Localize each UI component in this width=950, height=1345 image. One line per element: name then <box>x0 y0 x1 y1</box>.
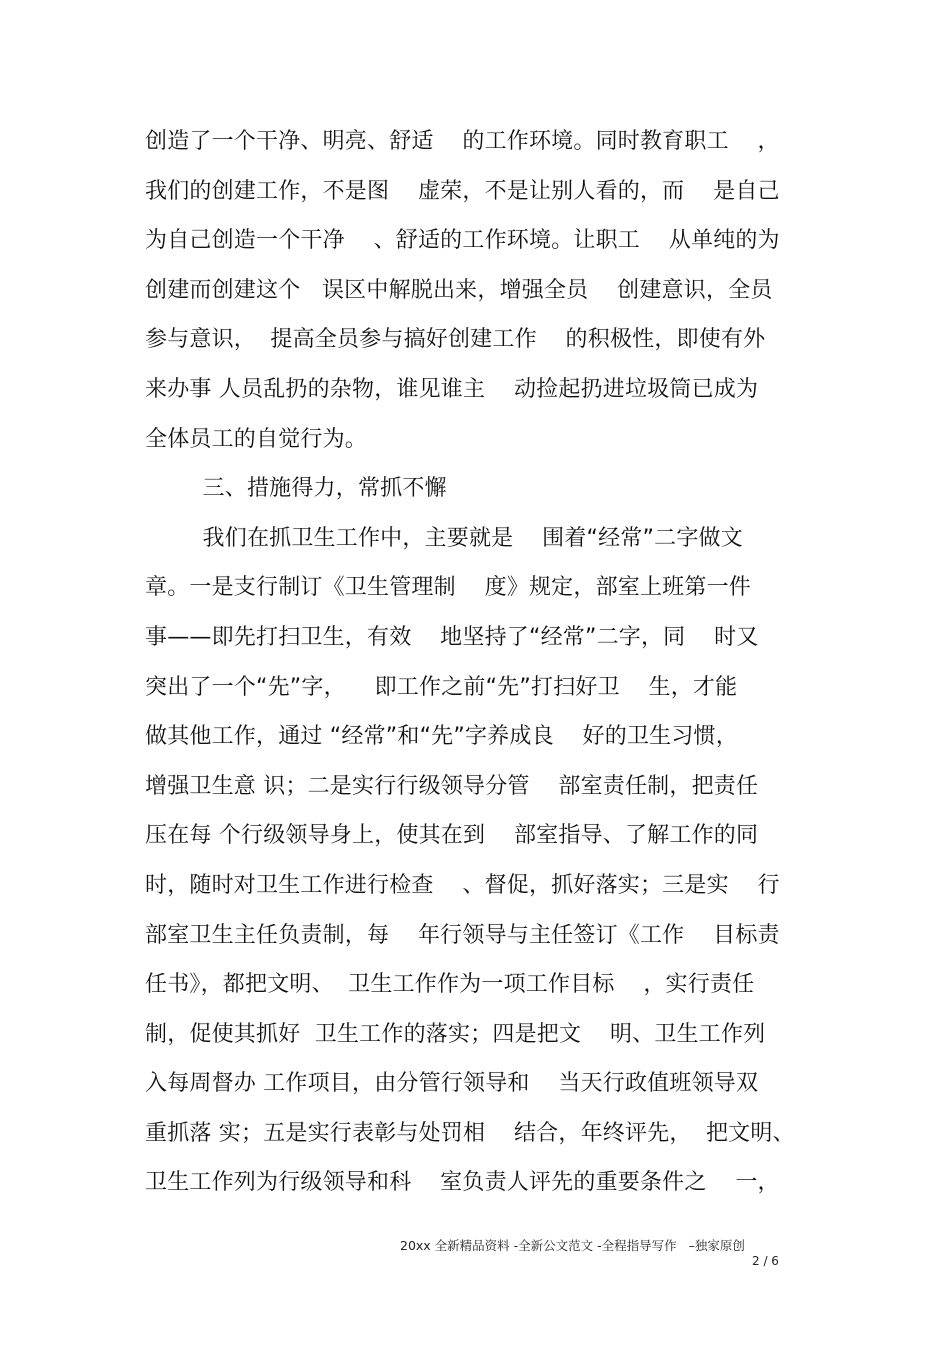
page-number: 2 / 6 <box>752 1254 779 1268</box>
text-line: 来办事 人员乱扔的杂物，谁见谁主 动捡起扔进垃圾筒已成为 <box>145 376 759 402</box>
text-line: 制，促使其抓好 卫生工作的落实；四是把文 明、卫生工作列 <box>145 1021 766 1047</box>
text-line: 全体员工的自觉行为。 <box>145 426 368 452</box>
page-footer: 20xx 全新精品资料 -全新公文范文 -全程指导写作 –独家原创 <box>400 1238 745 1253</box>
section-heading: 三、措施得力，常抓不懈 <box>145 476 447 502</box>
text-line: 增强卫生意 识；二是实行行级领导分管 部室责任制，把责任 <box>145 773 759 799</box>
text-line: 创造了一个干净、明亮、舒适 的工作环境。同时教育职工 ， <box>145 129 780 154</box>
text-line: 做其他工作，通过 “经常”和“先”字养成良 好的卫生习惯， <box>145 724 738 750</box>
text-line: 突出了一个“先”字， 即工作之前“先”打扫好卫 生，才能 <box>145 674 738 700</box>
body-text <box>145 117 810 1208</box>
text-line: 我们在抓卫生工作中，主要就是 围着“经常”二字做文 <box>145 525 743 551</box>
text-line: 我们的创建工作，不是图 虚荣，不是让别人看的，而 是自己 <box>145 178 780 204</box>
text-line: 为自己创造一个干净 、舒适的工作环境。让职工 从单纯的为 <box>145 228 780 254</box>
text-line: 部室卫生主任负责制，每 年行领导与主任签订《工作 目标责 <box>145 922 780 948</box>
text-line: 压在每 个行级领导身上，使其在到 部室指导、了解工作的同 <box>145 823 759 849</box>
text-line: 事——即先打扫卫生，有效 地坚持了“经常”二字，同 时又 <box>145 624 759 650</box>
text-line: 参与意识， 提高全员参与搞好创建工作 的积极性，即使有外 <box>145 327 766 353</box>
text-line: 章。一是支行制订《卫生管理制 度》规定，部室上班第一件 <box>145 575 751 601</box>
text-line: 卫生工作列为行级领导和科 室负责人评先的重要条件之 一， <box>145 1170 780 1196</box>
text-line: 重抓落 实；五是实行表彰与处罚相 结合，年终评先， 把文明、 <box>145 1120 795 1146</box>
text-line: 时，随时对卫生工作进行检查 、督促，抓好落实；三是实 行 <box>145 872 780 898</box>
text-line: 任书》，都把文明、 卫生工作作为一项工作目标 ，实行责任 <box>145 972 755 998</box>
text-line: 入每周督办 工作项目，由分管行领导和 当天行政值班领导双 <box>145 1071 759 1097</box>
text-line: 创建而创建这个 误区中解脱出来，增强全员 创建意识，全员 <box>145 277 773 303</box>
